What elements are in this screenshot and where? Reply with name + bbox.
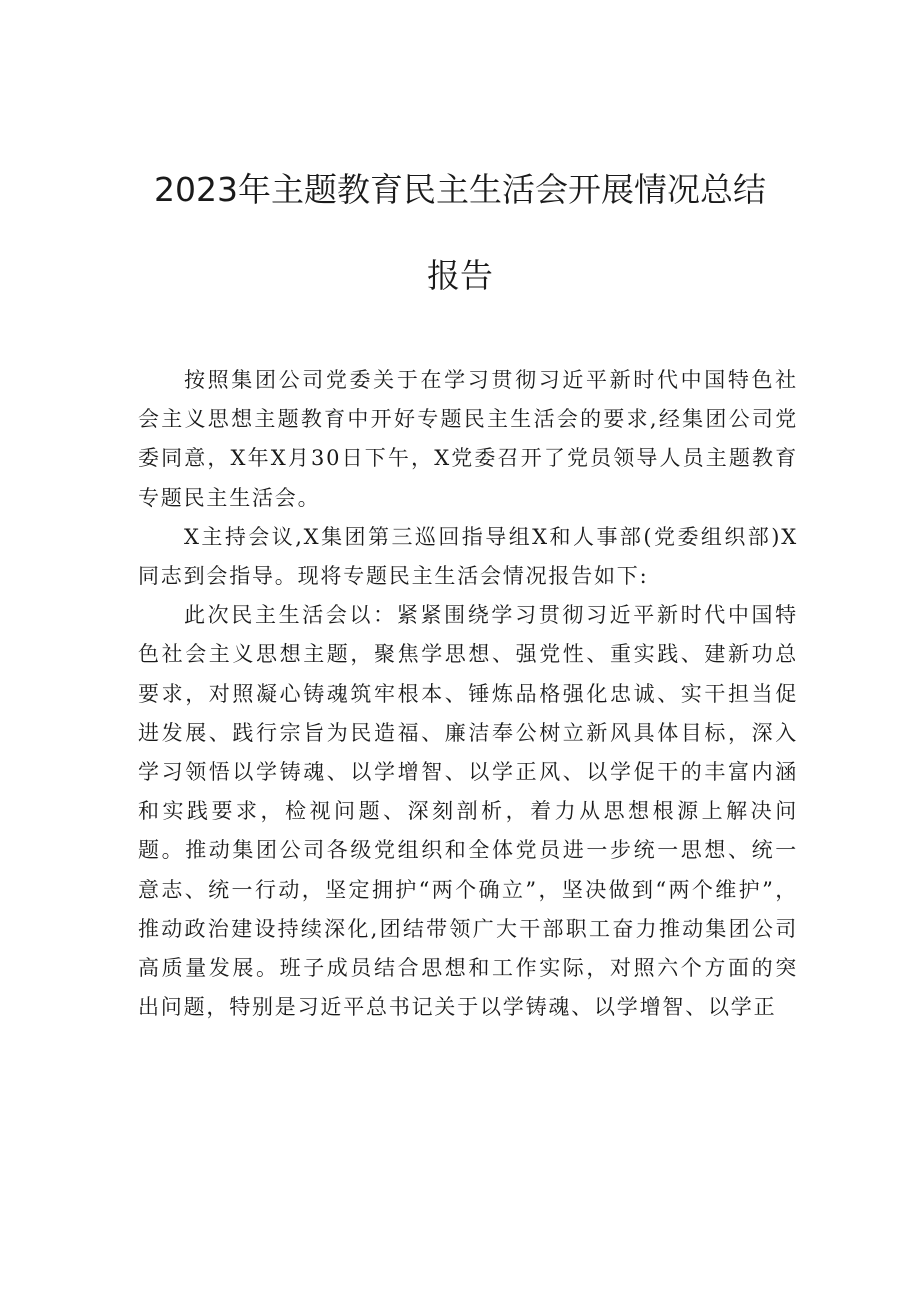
document-title-line-2: 报告 [427,256,493,295]
paragraph-2: X主持会议,X集团第三巡回指导组X和人事部(党委组织部)X同志到会指导。现将专题民主生活会情况报告如下: [138,524,798,589]
document-title-line-1: 2023年主题教育民主生活会开展情况总结 [154,170,766,209]
paragraph-3: 此次民主生活会以：紧紧围绕学习贯彻习近平新时代中国特色社会主义思想主题，聚焦学思想、强党性、重实践、建新功总要求，对照凝心铸魂筑牢根本、锤炼品格强化忠诚、实干担当促进发展、践行宗旨为民造福、廉洁奉公树立新风具体目标，深入学习领悟以学铸魂、以学增智、以学正风、以学促干的丰富内涵和实践要求，检视问题、深刻剖析，着力从思想根源上解决问题。推动集团公司各级党组织和全体党员进一步统一思想、统一意志、统一行动，坚定拥护“两个确立”，坚决做到“两个维护”，推动政治建设持续深化,团结带领广大干部职工奋力推动集团公司高质量发展。班子成员结合思想和工作实际，对照六个方面的突出问题，特别是习近平总书记关于以学铸魂、以学增智、以学正 [138,603,798,1020]
document-body [138,361,798,1027]
paragraph-1: 按照集团公司党委关于在学习贯彻习近平新时代中国特色社会主义思想主题教育中开好专题民主生活会的要求,经集团公司党委同意，X年X月30日下午，X党委召开了党员领导人员主题教育专题民主生活会。 [138,368,798,510]
